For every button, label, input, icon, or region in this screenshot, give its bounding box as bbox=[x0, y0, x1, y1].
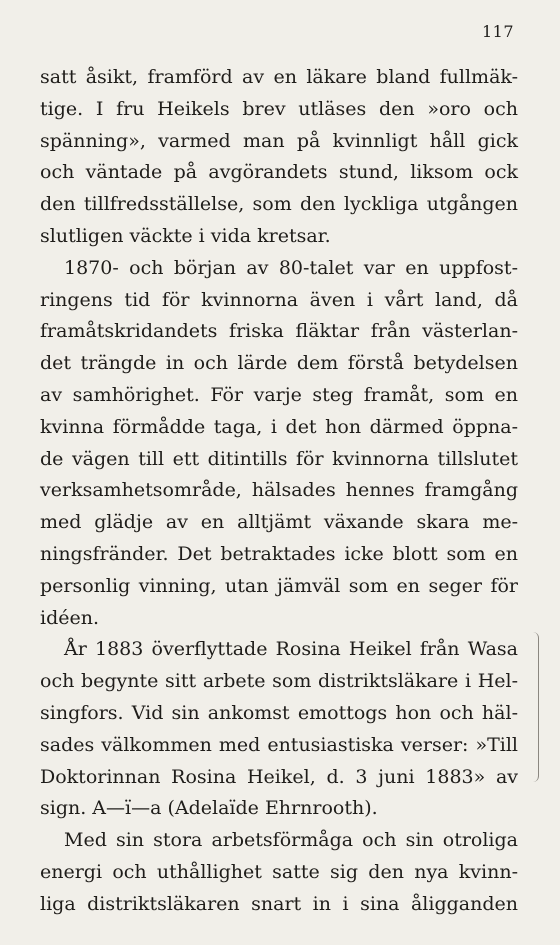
text-line: av samhörighet. För varje steg framåt, som en bbox=[40, 383, 518, 406]
margin-pencil-mark bbox=[532, 632, 539, 782]
text-line: slutligen väckte i vida kretsar. bbox=[40, 224, 331, 247]
text-line: de vägen till ett ditintills för kvinnorna tillslutet bbox=[40, 447, 518, 470]
paragraph-start-line: År 1883 överflyttade Rosina Heikel från Wasa bbox=[64, 638, 518, 661]
body-text bbox=[40, 62, 518, 921]
text-line: satt åsikt, framförd av en läkare bland fullmäk- bbox=[40, 66, 518, 88]
text-line: personlig vinning, utan jämväl som en seger för bbox=[40, 574, 518, 597]
paragraph-start-line: Med sin stora arbetsförmåga och sin otroliga bbox=[64, 829, 518, 852]
text-line: tige. I fru Heikels brev utläses den »oro och bbox=[40, 97, 518, 120]
text-line: kvinna förmådde taga, i det hon därmed öppna- bbox=[40, 415, 518, 438]
text-line: ringens tid för kvinnorna även i vårt land, då bbox=[40, 288, 518, 311]
text-line: sign. A—ï—a (Adelaïde Ehrnrooth). bbox=[40, 797, 378, 820]
text-line: och väntade på avgörandets stund, liksom ock bbox=[40, 161, 518, 184]
paragraph-start-line: 1870- och början av 80-talet var en uppfost- bbox=[64, 256, 518, 279]
text-line: framåtskridandets friska fläktar från västerlan- bbox=[40, 320, 518, 343]
page-number: 117 bbox=[482, 22, 515, 41]
text-line: idéen. bbox=[40, 606, 100, 629]
text-line: ningsfränder. Det betraktades icke blott som en bbox=[40, 542, 518, 565]
text-line: sades välkommen med entusiastiska verser: »Till bbox=[40, 733, 518, 756]
text-line: Doktorinnan Rosina Heikel, d. 3 juni 1883» av bbox=[40, 765, 518, 788]
text-line: liga distriktsläkaren snart in i sina åligganden bbox=[40, 892, 518, 915]
text-line: och begynte sitt arbete som distriktsläkare i Hel- bbox=[40, 670, 518, 693]
text-line: med glädje av en alltjämt växande skara me- bbox=[40, 511, 518, 534]
text-line: den tillfredsställelse, som den lyckliga utgången bbox=[40, 193, 518, 216]
text-line: det trängde in och lärde dem förstå betydelsen bbox=[40, 352, 518, 375]
text-line: energi och uthållighet satte sig den nya kvinn- bbox=[40, 860, 518, 883]
text-line: verksamhetsområde, hälsades hennes framgång bbox=[40, 479, 518, 502]
text-line: singfors. Vid sin ankomst emottogs hon och häl- bbox=[40, 701, 518, 724]
text-line: spänning», varmed man på kvinnligt håll gick bbox=[40, 129, 518, 152]
